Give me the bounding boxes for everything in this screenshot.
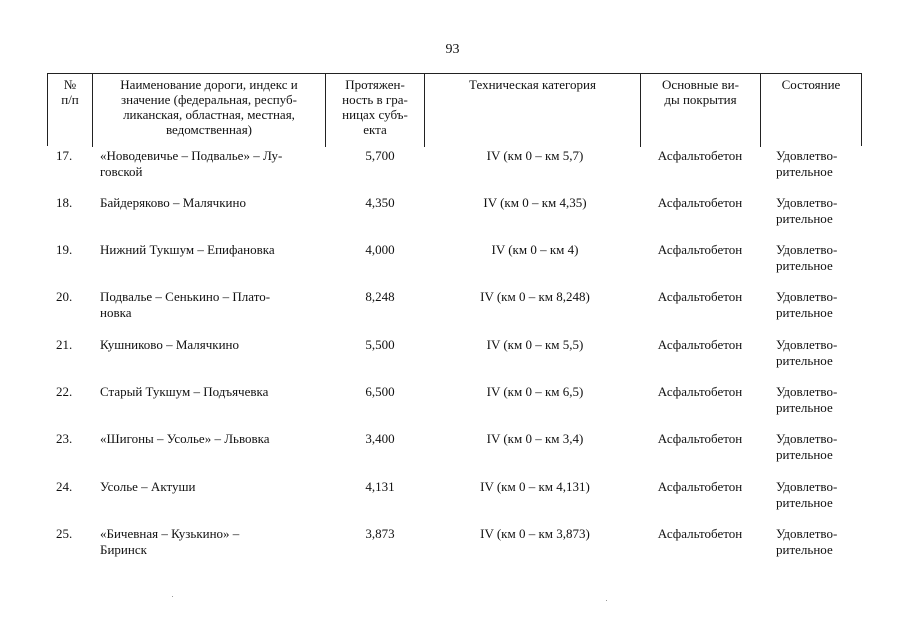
header-name-line: ведомственная) bbox=[165, 122, 253, 137]
row-name-line: Подвалье – Сенькино – Плато- bbox=[100, 289, 271, 304]
row-num: 23. bbox=[56, 431, 73, 446]
row-state-line: рительное bbox=[776, 447, 833, 462]
page-number: 93 bbox=[445, 42, 460, 57]
header-num bbox=[48, 77, 92, 107]
header-name-line: ликанская, областная, местная, bbox=[123, 107, 295, 122]
row-num: 22. bbox=[56, 384, 73, 399]
row-name bbox=[100, 148, 325, 180]
row-name-line: Байдеряково – Малячкино bbox=[100, 195, 246, 210]
row-length: 3,400 bbox=[365, 431, 395, 446]
table-row bbox=[0, 431, 905, 471]
table-row bbox=[0, 148, 905, 188]
row-state bbox=[770, 242, 866, 274]
row-name-line: говской bbox=[100, 164, 143, 179]
row-num: 19. bbox=[56, 242, 73, 257]
row-state bbox=[770, 431, 866, 463]
row-length: 6,500 bbox=[365, 384, 395, 399]
header-coverage bbox=[641, 77, 760, 107]
row-category: IV (км 0 – км 4,131) bbox=[480, 479, 590, 494]
header-category bbox=[425, 77, 640, 92]
row-state bbox=[770, 384, 866, 416]
header-length-line: ницах субъ- bbox=[342, 107, 408, 122]
row-state-line: Удовлетво- bbox=[776, 195, 838, 210]
scan-speck bbox=[606, 600, 607, 601]
row-name-line: Биринск bbox=[100, 542, 147, 557]
row-length: 4,000 bbox=[365, 242, 395, 257]
table-row bbox=[0, 384, 905, 424]
row-state-line: рительное bbox=[776, 400, 833, 415]
header-coverage-line: ды покрытия bbox=[664, 92, 737, 107]
row-state bbox=[770, 148, 866, 180]
row-state bbox=[770, 195, 866, 227]
row-state-line: Удовлетво- bbox=[776, 289, 838, 304]
header-length-line: Протяжен- bbox=[345, 77, 405, 92]
row-name-line: «Шигоны – Усолье» – Львовка bbox=[100, 431, 270, 446]
row-name-line: «Бичевная – Кузькино» – bbox=[100, 526, 240, 541]
header-state bbox=[761, 77, 861, 92]
row-length: 8,248 bbox=[365, 289, 395, 304]
row-num: 21. bbox=[56, 337, 73, 352]
table-header bbox=[47, 73, 862, 146]
row-category: IV (км 0 – км 8,248) bbox=[480, 289, 590, 304]
header-num-line: п/п bbox=[61, 92, 79, 107]
row-num: 25. bbox=[56, 526, 73, 541]
row-category: IV (км 0 – км 3,873) bbox=[480, 526, 590, 541]
header-name-line: значение (федеральная, респуб- bbox=[121, 92, 297, 107]
row-name bbox=[100, 431, 325, 447]
row-state bbox=[770, 479, 866, 511]
row-coverage: Асфальтобетон bbox=[657, 195, 743, 210]
table-row bbox=[0, 289, 905, 329]
row-name bbox=[100, 195, 325, 211]
row-state bbox=[770, 337, 866, 369]
row-state-line: Удовлетво- bbox=[776, 384, 838, 399]
row-length: 4,131 bbox=[365, 479, 395, 494]
scan-speck bbox=[172, 596, 173, 597]
row-state-line: рительное bbox=[776, 305, 833, 320]
row-state-line: Удовлетво- bbox=[776, 148, 838, 163]
header-length-line: ность в гра- bbox=[342, 92, 408, 107]
row-category: IV (км 0 – км 5,7) bbox=[486, 148, 584, 163]
row-name-line: «Новодевичье – Подвалье» – Лу- bbox=[100, 148, 283, 163]
row-coverage: Асфальтобетон bbox=[657, 479, 743, 494]
header-category-line: Техническая категория bbox=[469, 77, 596, 92]
row-name bbox=[100, 242, 325, 258]
row-state-line: рительное bbox=[776, 164, 833, 179]
table-row bbox=[0, 526, 905, 566]
row-coverage: Асфальтобетон bbox=[657, 384, 743, 399]
row-length: 4,350 bbox=[365, 195, 395, 210]
header-length-line: екта bbox=[363, 122, 387, 137]
row-name-line: Нижний Тукшум – Епифановка bbox=[100, 242, 275, 257]
row-num: 17. bbox=[56, 148, 73, 163]
row-state-line: Удовлетво- bbox=[776, 242, 838, 257]
row-state bbox=[770, 289, 866, 321]
table-row bbox=[0, 242, 905, 282]
row-name-line: новка bbox=[100, 305, 132, 320]
row-state-line: Удовлетво- bbox=[776, 431, 838, 446]
table-row bbox=[0, 337, 905, 377]
row-category: IV (км 0 – км 4) bbox=[491, 242, 579, 257]
header-length bbox=[326, 77, 424, 137]
row-state-line: рительное bbox=[776, 353, 833, 368]
table-row bbox=[0, 479, 905, 519]
row-coverage: Асфальтобетон bbox=[657, 337, 743, 352]
header-num-line: № bbox=[63, 77, 77, 92]
row-coverage: Асфальтобетон bbox=[657, 526, 743, 541]
row-category: IV (км 0 – км 6,5) bbox=[486, 384, 584, 399]
row-state-line: Удовлетво- bbox=[776, 479, 838, 494]
table-row bbox=[0, 195, 905, 235]
row-coverage: Асфальтобетон bbox=[657, 289, 743, 304]
row-name-line: Усолье – Актуши bbox=[100, 479, 196, 494]
row-name bbox=[100, 384, 325, 400]
row-state bbox=[770, 526, 866, 558]
header-name-line: Наименование дороги, индекс и bbox=[120, 77, 298, 92]
row-name bbox=[100, 526, 325, 558]
header-state-line: Состояние bbox=[781, 77, 841, 92]
row-category: IV (км 0 – км 4,35) bbox=[483, 195, 587, 210]
row-name bbox=[100, 337, 325, 353]
row-state-line: рительное bbox=[776, 495, 833, 510]
row-coverage: Асфальтобетон bbox=[657, 148, 743, 163]
header-coverage-line: Основные ви- bbox=[662, 77, 739, 92]
row-name-line: Старый Тукшум – Подъячевка bbox=[100, 384, 269, 399]
row-state-line: рительное bbox=[776, 211, 833, 226]
row-num: 24. bbox=[56, 479, 73, 494]
row-length: 3,873 bbox=[365, 526, 395, 541]
row-length: 5,700 bbox=[365, 148, 395, 163]
row-name-line: Кушниково – Малячкино bbox=[100, 337, 240, 352]
row-state-line: рительное bbox=[776, 542, 833, 557]
row-state-line: Удовлетво- bbox=[776, 526, 838, 541]
header-name bbox=[93, 77, 325, 137]
row-state-line: Удовлетво- bbox=[776, 337, 838, 352]
row-state-line: рительное bbox=[776, 258, 833, 273]
row-num: 20. bbox=[56, 289, 73, 304]
row-num: 18. bbox=[56, 195, 73, 210]
row-category: IV (км 0 – км 5,5) bbox=[486, 337, 584, 352]
row-name bbox=[100, 289, 325, 321]
row-category: IV (км 0 – км 3,4) bbox=[486, 431, 584, 446]
row-length: 5,500 bbox=[365, 337, 395, 352]
row-name bbox=[100, 479, 325, 495]
row-coverage: Асфальтобетон bbox=[657, 431, 743, 446]
row-coverage: Асфальтобетон bbox=[657, 242, 743, 257]
